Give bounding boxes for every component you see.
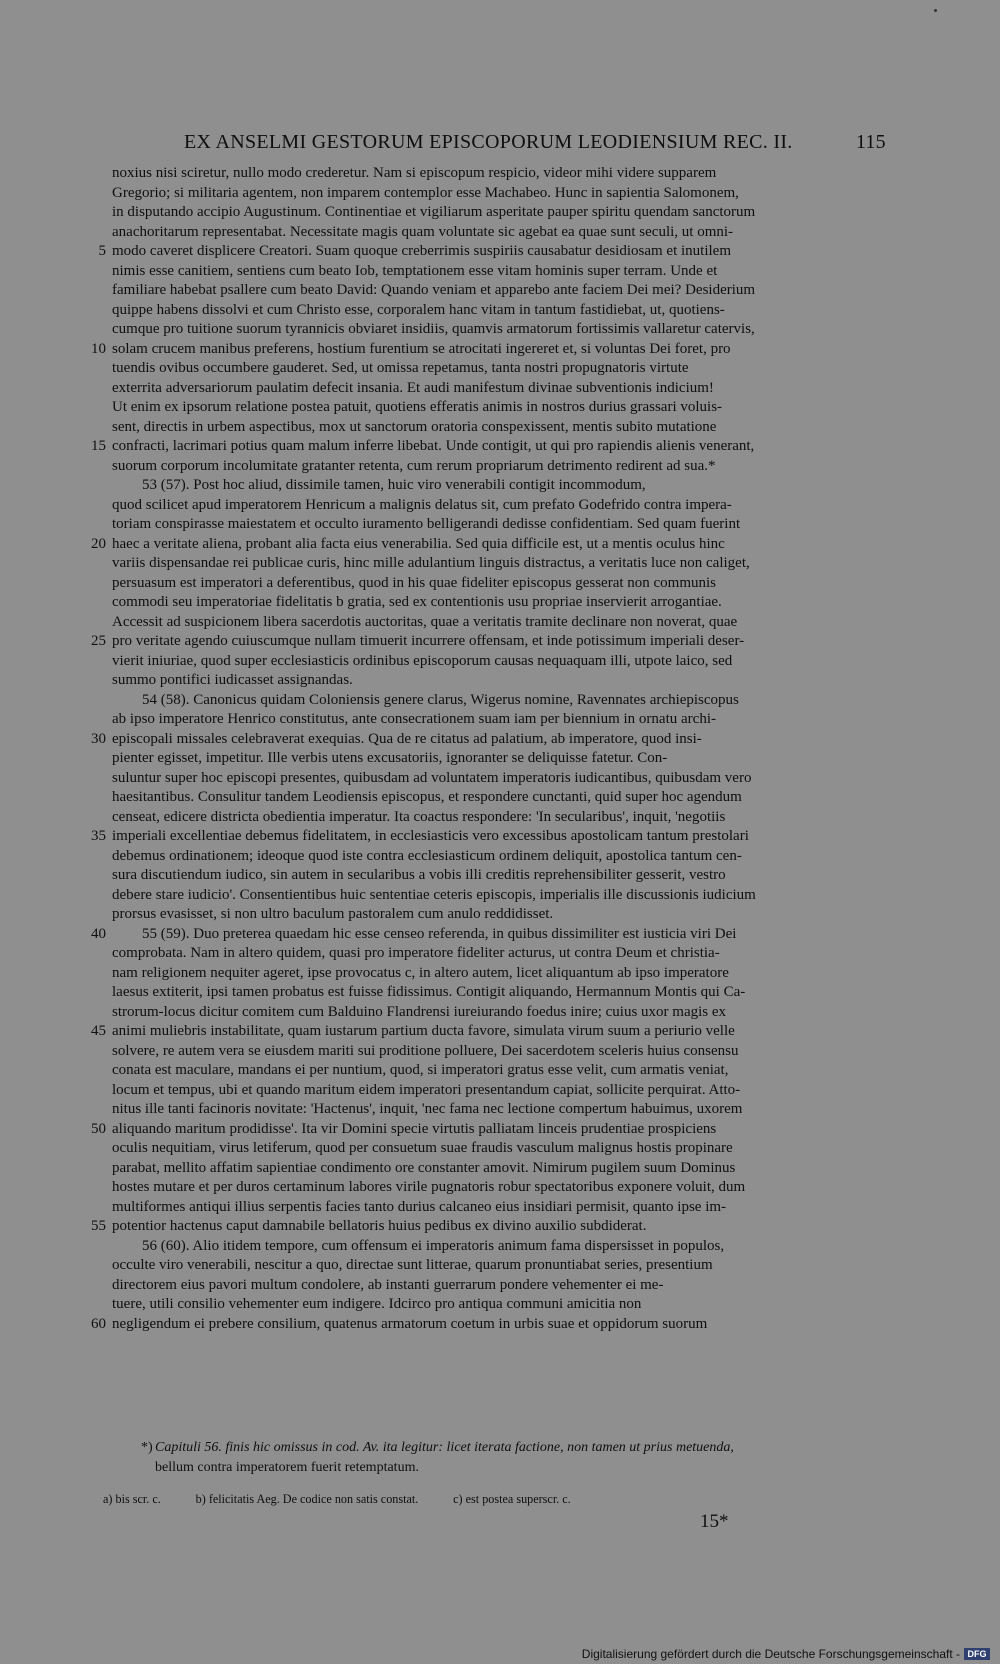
text-line: [112, 964, 882, 984]
text-line: [112, 496, 882, 516]
line-text: multiformes antiqui illius serpentis facies tanto durius calcaneo eius insidiari permisit, quanto ipse im-: [112, 1198, 727, 1215]
line-text: parabat, mellito affatim sapientiae condimento ore constanter amovit. Nimirum pugilem suum Dominus: [112, 1159, 736, 1176]
apparatus-note: b) felicitatis Aeg. De codice non satis constat.: [195, 1491, 419, 1506]
text-line: [112, 320, 882, 340]
text-line: [112, 847, 882, 867]
line-number: 55: [91, 1218, 106, 1234]
text-line: [112, 652, 882, 672]
line-text: 55 (59). Duo preterea quaedam hic esse censeo referenda, in quibus dissimiliter est iusticia viri Dei: [112, 925, 737, 942]
line-text: comprobata. Nam in altero quidem, quasi pro imperatore fideliter acturus, ut contra Deum et christia-: [112, 945, 720, 961]
line-text: summo pontifici iudicasset assignandas.: [112, 672, 353, 688]
line-text: debemus ordinationem; ideoque quod iste contra ecclesiasticum ordinem deliquit, apostolica tantum cen-: [112, 847, 742, 864]
text-line: [112, 398, 882, 418]
text-line: [112, 1198, 882, 1218]
text-line: [112, 457, 882, 477]
main-text: [91, 164, 882, 1334]
dfg-logo: DFG: [964, 1648, 990, 1660]
line-number: 15: [91, 438, 106, 454]
line-text: nam religionem nequiter ageret, ipse provocatus c, in altero autem, licet aliquantum ab ipso imperatore: [112, 964, 729, 981]
line-number: 20: [91, 535, 106, 552]
running-title: EX ANSELMI GESTORUM EPISCOPORUM LEODIENSIUM REC. II.: [184, 131, 793, 153]
line-text: debere stare iudicio'. Consentientibus huic sententiae ceteris episcopis, imperialis ille discussionis iudicium: [112, 886, 756, 903]
line-text: haesitantibus. Consulitur tandem Leodiensis episcopus, et respondere cunctanti, quid super hoc agendum: [112, 789, 742, 805]
text-line: [112, 808, 882, 828]
line-text: quippe habens dissolvi et cum Christo esse, corporalem hanc vitam in tantum fastidiebat, ut, quotiens-: [112, 301, 725, 318]
line-text: occulte viro venerabili, nescitur a quo, directae sunt litterae, quarum pronuntiabat series, presentium: [112, 1257, 713, 1273]
line-number: 45: [91, 1023, 106, 1039]
line-text: exterrita adversariorum paulatim defecit insania. Et audi manifestum divinae subventionis indicium!: [112, 379, 714, 396]
text-line: [112, 1003, 882, 1023]
line-text: cumque pro tuitione suorum tyrannicis obviaret insidiis, quamvis armatorum fortissimis vallaretur catervis,: [112, 321, 755, 337]
text-line: [112, 223, 882, 243]
line-text: directorem eius pavori multum condolere, ab instanti guerrarum pondere vehementer ei me-: [112, 1276, 664, 1293]
line-text: 56 (60). Alio itidem tempore, cum offensum ei imperatoris animum fama dispersisset in populos,: [112, 1237, 725, 1254]
line-text: in disputando accipio Augustinum. Continentiae et vigiliarum asperitate pauper spiritu quendam sanctorum: [112, 204, 756, 220]
text-line: [91, 1217, 882, 1237]
line-text: commodi seu imperatoriae fidelitatis b gratia, sed ex contentionis usu propriae inservierit arrogantiae.: [112, 594, 722, 610]
text-line: [112, 574, 882, 594]
line-text: noxius nisi sciretur, nullo modo crederetur. Nam si episcopum respicio, videor mihi videre supparem: [112, 165, 717, 181]
line-text: solvere, re autem vera se eiusdem mariti sui proditione polluere, Dei sacerdotem sceleris huius consensu: [112, 1042, 739, 1059]
footnote-marker: *): [141, 1440, 153, 1455]
line-text: tuendis ovibus occumbere gauderet. Sed, ut omissa repetamus, tanta nostri propugnatoris virtute: [112, 360, 689, 376]
line-text: haec a veritate aliena, probant alia facta eius venerabilia. Sed quia difficile est, ut a mentis oculus hinc: [112, 535, 725, 552]
line-text: modo caveret displicere Creatori. Suam quoque creberrimis suspiriis causabatur desidiosam et inutilem: [112, 243, 731, 259]
text-line: [112, 203, 882, 223]
text-line: [91, 925, 882, 945]
text-line: [112, 418, 882, 438]
text-line: [112, 515, 882, 535]
line-text: locum et tempus, ubi et quando maritum eidem imperatori presentandum capiat, sollicite perquirat. Atto-: [112, 1081, 741, 1098]
text-line: [91, 340, 882, 360]
line-text: solam crucem manibus preferens, hostium furentium se atrocitati ingereret et, si voluntas Dei foret, pro: [112, 340, 731, 357]
text-line: [91, 632, 882, 652]
line-number: 5: [98, 243, 106, 259]
footnote: [141, 1438, 885, 1478]
text-line: [112, 944, 882, 964]
scan-speck: [934, 9, 937, 12]
text-line: [112, 1100, 882, 1120]
text-line: [112, 262, 882, 282]
line-text: hostes mutare et per duros certaminum labores virile pugnatoris robur spectatoribus exponere voluit, dum: [112, 1179, 746, 1195]
text-line: [112, 671, 882, 691]
line-text: anachoritarum representabat. Necessitate magis quam voluntate sic agebat ea quae sunt seculi, ut omni-: [112, 223, 734, 240]
footnote-line: bellum contra imperatorem fuerit retemptatum.: [155, 1460, 419, 1475]
text-line: [112, 866, 882, 886]
text-line: [112, 886, 882, 906]
critical-apparatus: [103, 1491, 833, 1507]
line-text: Gregorio; si militaria agentem, non imparem contemplor esse Machabeo. Hunc in sapientia Salomonem,: [112, 184, 739, 201]
line-text: ab ipso imperatore Henrico constitutus, ante consecrationem suam iam per biennium in ornatu archi-: [112, 711, 716, 727]
line-text: nimis esse canitiem, sentiens cum beato Iob, temptationem esse vitam hominis super terram. Unde et: [112, 262, 718, 279]
text-line: [112, 1178, 882, 1198]
text-line: [112, 749, 882, 769]
text-line: [112, 359, 882, 379]
text-line: [112, 301, 882, 321]
text-line: [112, 1139, 882, 1159]
line-text: 54 (58). Canonicus quidam Coloniensis genere clarus, Wigerus nomine, Ravennates archiepiscopus: [112, 691, 739, 708]
text-line: [91, 1120, 882, 1140]
line-text: prorsus evasisset, si non ultro baculum pastoralem cum anulo reddidisset.: [112, 906, 554, 922]
text-line: [112, 1061, 882, 1081]
line-number: 50: [91, 1120, 106, 1137]
text-line: [91, 535, 882, 555]
line-text: oculis nequitiam, virus letiferum, quod per consuetum suae fraudis vasculum malignus hostis propinare: [112, 1140, 733, 1156]
line-text: familiare habebat psallere cum beato David: Quando veniam et apparebo ante faciem Dei mei? Desiderium: [112, 282, 756, 298]
line-text: laesus extiterit, ipsi tamen probatus est fuisse fidissimus. Contigit aliquando, Hermannum Montis qui Ca-: [112, 984, 746, 1000]
text-line: [112, 1295, 882, 1315]
text-line: [112, 1042, 882, 1062]
text-line: [112, 905, 882, 925]
text-line: [112, 476, 882, 496]
line-text: Accessit ad suspicionem libera sacerdotis auctoritas, quae a veritatis tramite declinare non noverat, quae: [112, 613, 738, 630]
line-number: 40: [91, 925, 106, 942]
line-text: sura discutiendum iudico, sin autem in secularibus a vobis illi creditis reprehensibiliter gesserit, vestro: [112, 867, 726, 883]
line-number: 30: [91, 730, 106, 747]
text-line: [112, 554, 882, 574]
text-line: [91, 827, 882, 847]
text-line: [112, 1237, 882, 1257]
text-line: [112, 710, 882, 730]
text-line: [112, 379, 882, 399]
footer-text: Digitalisierung gefördert durch die Deutsche Forschungsgemeinschaft -: [581, 1647, 960, 1661]
line-text: suorum corporum incolumitate gratanter retenta, cum rerum propriarum detrimento redirent ad sua.*: [112, 457, 716, 474]
line-text: strorum-locus dicitur comitem cum Balduino Flandrensi iureiurando foedus inire; cuius uxor magis ex: [112, 1003, 727, 1020]
text-line: [112, 769, 882, 789]
line-text: potentior hactenus caput damnabile bellatoris huius pedibus ex divino auxilio subdiderat.: [112, 1218, 647, 1234]
line-text: confracti, lacrimari potius quam malum inferre libebat. Unde contigit, ut qui pro rapiendis alienis venerant,: [112, 438, 755, 454]
line-text: sent, directis in urbem aspectibus, mox ut sanctorum oratoria conspexissent, mentis subito mutatione: [112, 418, 717, 435]
line-text: vierit iniuriae, quod super ecclesiasticis ordinibus episcoporum causas nequaquam illi, utpote laico, sed: [112, 652, 733, 669]
line-text: episcopali missales celebraverat exequias. Qua de re citatus ad palatium, ab imperatore, quod insi-: [112, 730, 702, 747]
text-line: [112, 1276, 882, 1296]
text-line: [112, 1081, 882, 1101]
signature-mark: 15*: [700, 1511, 729, 1532]
line-text: conata est maculare, mandans ei per nuntium, quod, si imperatori gratus esse velit, cum armatis veniat,: [112, 1062, 729, 1078]
line-number: 35: [91, 828, 106, 844]
text-line: [112, 1256, 882, 1276]
line-text: 53 (57). Post hoc aliud, dissimile tamen, huic viro venerabili contigit incommodum,: [112, 477, 646, 493]
line-number: 60: [91, 1315, 106, 1332]
digitization-footer: [582, 1647, 990, 1661]
text-line: [91, 1022, 882, 1042]
line-text: quod scilicet apud imperatorem Henricum a malignis delatus sit, cum prefato Godefrido contra impera-: [112, 496, 732, 513]
line-text: imperiali excellentiae debemus fidelitatem, in ecclesiasticis vero excessibus apostolicam tantum prestolari: [112, 828, 749, 844]
text-line: [112, 281, 882, 301]
apparatus-note: c) est postea superscr. c.: [453, 1491, 571, 1506]
text-line: [91, 730, 882, 750]
text-line: [98, 242, 882, 262]
line-text: pro veritate agendo cuiuscumque nullam timuerit incurrere offensam, et inde potissimum imperiali deser-: [112, 633, 745, 649]
footnote-line: Capituli 56. finis hic omissus in cod. Av. ita legitur: licet iterata factione, non tamen ut prius metuenda,: [155, 1440, 734, 1455]
text-line: [91, 437, 882, 457]
line-text: variis dispensandae rei publicae curis, hinc mille adulantium linguis distractus, a veritatis luce non caliget,: [112, 555, 750, 571]
text-line: [112, 184, 882, 204]
line-text: censeat, edicere districta obedientia imperatur. Ita coactus respondere: 'In secularibus', inquit, 'negotiis: [112, 808, 726, 825]
line-text: suluntur super hoc episcopi presentes, quibusdam ad voluntatem imperatoris iudicantibus, quibusdam vero: [112, 769, 752, 786]
text-line: [112, 593, 882, 613]
line-text: negligendum ei prebere consilium, quatenus armatorum coetum in urbis suae et oppidorum suorum: [112, 1315, 708, 1332]
line-text: animi muliebris instabilitate, quam iustarum partium ducta favore, simulata virum suum a periurio velle: [112, 1023, 735, 1039]
line-text: pienter egisset, impetitur. Ille verbis utens excusatoriis, ignoranter se deliquisse fatetur. Con-: [112, 750, 668, 766]
text-line: [112, 1159, 882, 1179]
line-text: persuasum est imperatori a deferentibus, quod in his quae fideliter episcopus gesserat non communis: [112, 574, 717, 591]
page-number: 115: [855, 131, 886, 153]
line-text: tuere, utili consilio vehementer eum indigere. Idcirco pro antiqua communi amicitia non: [112, 1296, 642, 1312]
line-number: 25: [91, 633, 106, 649]
line-text: aliquando maritum prodidisse'. Ita vir Domini specie virtutis palliatam linceis prudentiae prospiciens: [112, 1120, 717, 1137]
text-line: [112, 983, 882, 1003]
text-line: [91, 1315, 882, 1335]
text-line: [112, 788, 882, 808]
line-text: toriam conspirasse maiestatem et occulto iuramento belligerandi dedisse confidentiam. Sed quam fuerint: [112, 516, 741, 532]
line-text: Ut enim ex ipsorum relatione postea patuit, quotiens efferatis animis in nostros durius grassari voluis-: [112, 399, 723, 415]
apparatus-note: a) bis scr. c.: [103, 1491, 161, 1506]
text-line: [112, 164, 882, 184]
line-number: 10: [91, 340, 106, 357]
line-text: nitus ille tanti facinoris novitate: 'Hactenus', inquit, 'nec fama nec lectione compertum habuimus, uxorem: [112, 1101, 743, 1117]
text-line: [112, 613, 882, 633]
text-line: [112, 691, 882, 711]
